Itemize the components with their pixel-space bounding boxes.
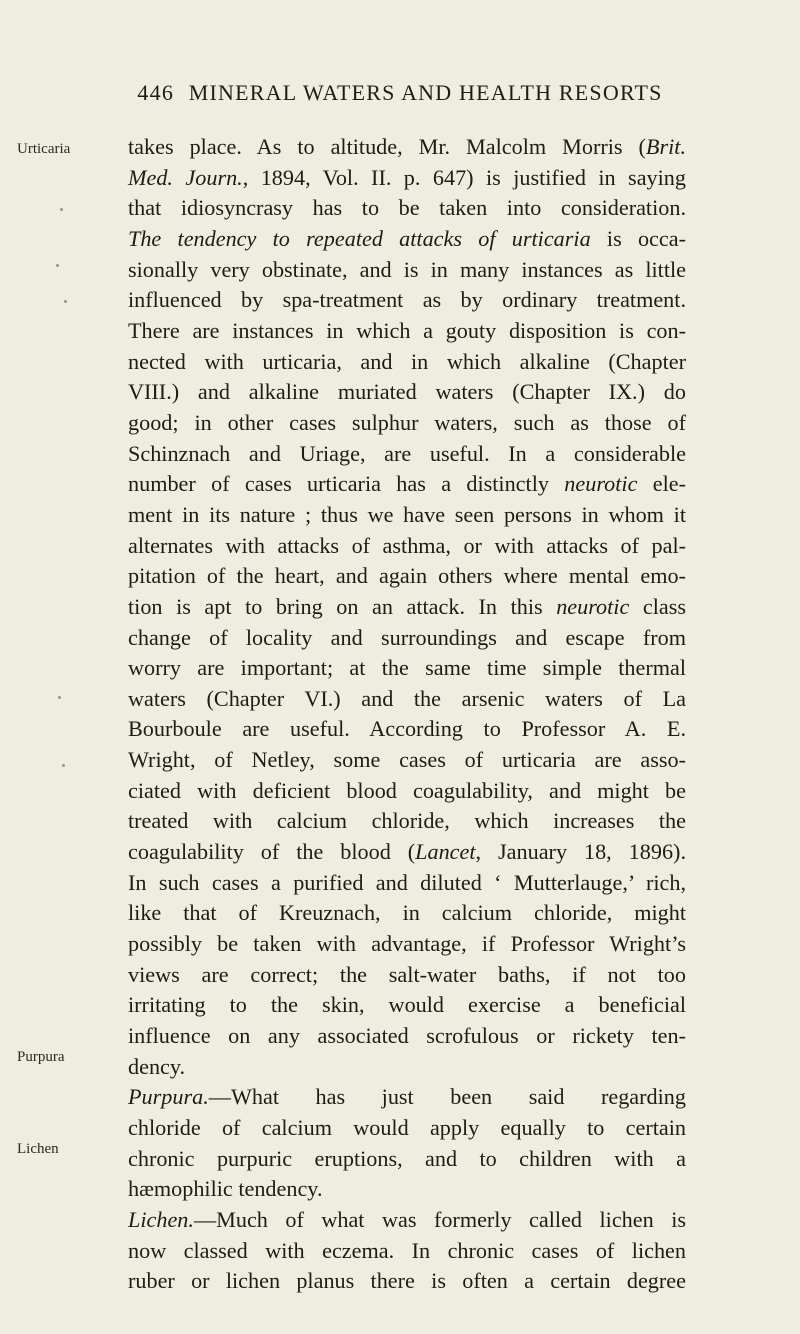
text-line: possibly be taken with advantage, if Professor Wright’s [128,931,686,957]
text-line: coagulability of the blood (Lancet, January 18, 1896). [128,839,686,865]
body-text [128,132,686,1297]
text-line: The tendency to repeated attacks of urticaria is occa- [128,225,686,251]
text-line: treated with calcium chloride, which increases the [128,808,686,834]
paper-speck [60,208,63,211]
text-line: hæmophilic tendency. [128,1176,323,1202]
text-line: ment in its nature ; thus we have seen persons in whom it [128,501,686,527]
text-line: chronic purpuric eruptions, and to children with a [128,1145,686,1171]
margin-note-lichen: Lichen [17,1141,59,1157]
paper-speck [64,300,67,303]
text-line: tion is apt to bring on an attack. In this neurotic class [128,593,686,619]
text-line: dency. [128,1053,186,1079]
text-line: Bourboule are useful. According to Professor A. E. [128,716,686,742]
paper-speck [56,264,59,267]
text-line: worry are important; at the same time simple thermal [128,655,686,681]
running-title: MINERAL WATERS AND HEALTH RESORTS [188,80,663,105]
text-line: Med. Journ., 1894, Vol. II. p. 647) is justified in saying [128,164,686,190]
text-line: Purpura.—What has just been said regarding [128,1084,686,1110]
text-line: good; in other cases sulphur waters, such as those of [128,409,686,435]
text-line: waters (Chapter VI.) and the arsenic waters of La [128,685,686,711]
text-line: influence on any associated scrofulous or rickety ten- [128,1023,686,1049]
text-line: ciated with deficient blood coagulability, and might be [128,777,686,803]
text-line: number of cases urticaria has a distinctly neurotic ele- [128,471,686,497]
margin-note-purpura: Purpura [17,1049,65,1065]
text-line: sionally very obstinate, and is in many instances as little [128,256,686,282]
text-line: irritating to the skin, would exercise a beneficial [128,992,686,1018]
text-line: like that of Kreuznach, in calcium chloride, might [128,900,686,926]
text-line: pitation of the heart, and again others where mental emo- [128,563,686,589]
text-line: change of locality and surroundings and escape from [128,624,686,650]
text-line: takes place. As to altitude, Mr. Malcolm Morris (Brit. [128,134,686,159]
text-line: chloride of calcium would apply equally to certain [128,1115,686,1140]
text-line: influenced by spa-treatment as by ordinary treatment. [128,287,686,313]
text-line: Lichen.—Much of what was formerly called lichen is [128,1206,686,1232]
text-line: ruber or lichen planus there is often a certain degree [128,1268,686,1294]
text-line: Schinznach and Uriage, are useful. In a considerable [128,440,686,466]
margin-note-urticaria: Urticaria [17,141,71,157]
text-line: There are instances in which a gouty disposition is con- [128,317,686,343]
page-number: 446 [137,80,175,105]
text-line: that idiosyncrasy has to be taken into consideration. [128,195,686,221]
text-line: Wright, of Netley, some cases of urticaria are asso- [128,747,686,773]
paper-speck [58,696,61,699]
text-line: views are correct; the salt-water baths, if not too [128,961,686,987]
text-line: alternates with attacks of asthma, or with attacks of pal- [128,532,686,558]
running-header [0,80,800,106]
paper-speck [62,764,65,767]
text-line: nected with urticaria, and in which alkaline (Chapter [128,348,686,374]
text-line: VIII.) and alkaline muriated waters (Chapter IX.) do [128,379,686,405]
text-line: now classed with eczema. In chronic cases of lichen [128,1237,686,1263]
text-line: In such cases a purified and diluted ‘ Mutterlauge,’ rich, [128,869,686,895]
